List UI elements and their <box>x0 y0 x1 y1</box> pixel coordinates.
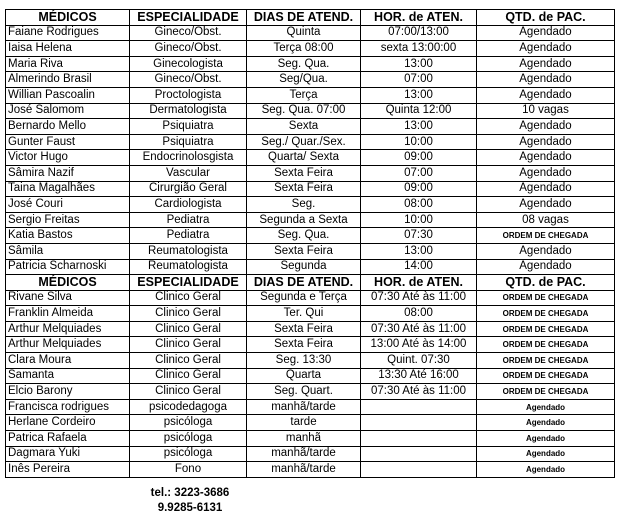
table-row <box>6 399 615 415</box>
specialty-cell: Clinico Geral <box>130 337 247 353</box>
days-cell: tarde <box>247 415 361 431</box>
specialty-cell: Cardiologista <box>130 197 247 213</box>
hours-cell: 07:30 Até às 11:00 <box>361 321 477 337</box>
days-cell: Sexta Feira <box>247 165 361 181</box>
days-cell: Sexta Feira <box>247 321 361 337</box>
days-cell: Quarta/ Sexta <box>247 150 361 166</box>
patients-cell: Agendado <box>477 150 615 166</box>
days-cell: manhã/tarde <box>247 462 361 478</box>
days-cell: Segunda e Terça <box>247 290 361 306</box>
patients-cell: Agendado <box>477 119 615 135</box>
table-row <box>6 290 615 306</box>
patients-cell: Agendado <box>477 446 615 462</box>
hours-cell: 07:30 Até às 11:00 <box>361 384 477 400</box>
hours-cell: 13:30 Até 16:00 <box>361 368 477 384</box>
days-cell: Sexta <box>247 119 361 135</box>
patients-cell: Agendado <box>477 431 615 447</box>
table-row <box>6 87 615 103</box>
patients-cell: Agendado <box>477 259 615 275</box>
patients-cell: Agendado <box>477 415 615 431</box>
doctor-cell: Willian Pascoalin <box>6 87 130 103</box>
days-cell: Seg/Qua. <box>247 72 361 88</box>
patients-cell: 08 vagas <box>477 212 615 228</box>
doctor-cell: Sergio Freitas <box>6 212 130 228</box>
hours-cell: 09:00 <box>361 150 477 166</box>
doctor-cell: Katia Bastos <box>6 228 130 244</box>
hours-cell: 13:00 <box>361 56 477 72</box>
hours-cell: 13:00 <box>361 243 477 259</box>
specialty-cell: Psiquiatra <box>130 134 247 150</box>
specialty-cell: Reumatologista <box>130 243 247 259</box>
table-row <box>6 415 615 431</box>
specialty-cell: Pediatra <box>130 212 247 228</box>
table-row <box>6 321 615 337</box>
specialty-cell: Gineco/Obst. <box>130 25 247 41</box>
specialty-cell: Clinico Geral <box>130 368 247 384</box>
table-row <box>6 243 615 259</box>
patients-cell: ORDEM DE CHEGADA <box>477 290 615 306</box>
doctor-cell: Almerindo Brasil <box>6 72 130 88</box>
specialty-cell: Clinico Geral <box>130 384 247 400</box>
days-cell: Quinta <box>247 25 361 41</box>
column-header-specialty: ESPECIALIDADE <box>130 10 247 26</box>
specialty-cell: Clinico Geral <box>130 353 247 369</box>
doctor-cell: Iaisa Helena <box>6 41 130 57</box>
patients-cell: Agendado <box>477 25 615 41</box>
patients-cell: Agendado <box>477 87 615 103</box>
column-header-hours: HOR. de ATEN. <box>361 10 477 26</box>
hours-cell: sexta 13:00:00 <box>361 41 477 57</box>
contact-phones <box>140 486 240 516</box>
specialty-cell: Endocrinolosgista <box>130 150 247 166</box>
doctor-cell: Gunter Faust <box>6 134 130 150</box>
patients-cell: Agendado <box>477 56 615 72</box>
specialty-cell: Reumatologista <box>130 259 247 275</box>
patients-cell: ORDEM DE CHEGADA <box>477 353 615 369</box>
hours-cell: 13:00 Até às 14:00 <box>361 337 477 353</box>
header-row-2 <box>6 275 615 291</box>
column-header-specialty: ESPECIALIDADE <box>130 275 247 291</box>
doctor-cell: Samanta <box>6 368 130 384</box>
doctor-cell: Elcio Barony <box>6 384 130 400</box>
doctor-cell: Arthur Melquiades <box>6 321 130 337</box>
patients-cell: Agendado <box>477 197 615 213</box>
doctor-cell: Patrica Rafaela <box>6 431 130 447</box>
table-row <box>6 197 615 213</box>
specialty-cell: Gineco/Obst. <box>130 72 247 88</box>
patients-cell: Agendado <box>477 243 615 259</box>
phone-mobile: 9.9285-6131 <box>157 502 223 514</box>
doctor-cell: Bernardo Mello <box>6 119 130 135</box>
table-row <box>6 337 615 353</box>
patients-cell: ORDEM DE CHEGADA <box>477 368 615 384</box>
days-cell: Ter. Qui <box>247 306 361 322</box>
hours-cell: 10:00 <box>361 134 477 150</box>
days-cell: Segunda <box>247 259 361 275</box>
specialty-cell: Vascular <box>130 165 247 181</box>
table-row <box>6 103 615 119</box>
specialty-cell: Proctologista <box>130 87 247 103</box>
table-row <box>6 165 615 181</box>
hours-cell: 08:00 <box>361 197 477 213</box>
specialty-cell: psicodedagoga <box>130 399 247 415</box>
patients-cell: ORDEM DE CHEGADA <box>477 306 615 322</box>
hours-cell: 08:00 <box>361 306 477 322</box>
specialty-cell: Dermatologista <box>130 103 247 119</box>
doctor-cell: Inês Pereira <box>6 462 130 478</box>
table-row <box>6 306 615 322</box>
specialty-cell: Cirurgião Geral <box>130 181 247 197</box>
schedule-table <box>5 9 615 478</box>
doctor-cell: Clara Moura <box>6 353 130 369</box>
doctor-cell: Franklin Almeida <box>6 306 130 322</box>
hours-cell <box>361 431 477 447</box>
table-row <box>6 212 615 228</box>
doctor-cell: Herlane Cordeiro <box>6 415 130 431</box>
table-row <box>6 368 615 384</box>
days-cell: manhã/tarde <box>247 399 361 415</box>
days-cell: Seg. Qua. 07:00 <box>247 103 361 119</box>
table-row <box>6 25 615 41</box>
days-cell: Seg./ Quar./Sex. <box>247 134 361 150</box>
hours-cell: 13:00 <box>361 87 477 103</box>
hours-cell: 07:00/13:00 <box>361 25 477 41</box>
hours-cell: 07:30 <box>361 228 477 244</box>
patients-cell: Agendado <box>477 134 615 150</box>
patients-cell: Agendado <box>477 165 615 181</box>
column-header-days: DIAS DE ATEND. <box>247 275 361 291</box>
specialty-cell: Clinico Geral <box>130 321 247 337</box>
specialty-cell: Pediatra <box>130 228 247 244</box>
days-cell: Seg. Quart. <box>247 384 361 400</box>
table-row <box>6 446 615 462</box>
specialty-cell: Psiquiatra <box>130 119 247 135</box>
doctor-cell: Rivane Silva <box>6 290 130 306</box>
hours-cell: Quinta 12:00 <box>361 103 477 119</box>
specialty-cell: psicóloga <box>130 415 247 431</box>
table-row <box>6 72 615 88</box>
days-cell: Seg. <box>247 197 361 213</box>
doctor-cell: Francisca rodrigues <box>6 399 130 415</box>
table-row <box>6 228 615 244</box>
days-cell: Sexta Feira <box>247 181 361 197</box>
doctor-cell: Arthur Melquiades <box>6 337 130 353</box>
days-cell: Segunda a Sexta <box>247 212 361 228</box>
patients-cell: ORDEM DE CHEGADA <box>477 337 615 353</box>
phone-landline: tel.: 3223-3686 <box>150 487 230 499</box>
table-row <box>6 259 615 275</box>
hours-cell <box>361 462 477 478</box>
table-row <box>6 134 615 150</box>
table-row <box>6 181 615 197</box>
specialty-cell: Clinico Geral <box>130 306 247 322</box>
patients-cell: Agendado <box>477 399 615 415</box>
column-header-hours: HOR. de ATEN. <box>361 275 477 291</box>
doctor-cell: Sâmira Nazif <box>6 165 130 181</box>
table-row <box>6 462 615 478</box>
doctor-cell: José Couri <box>6 197 130 213</box>
doctor-cell: Faiane Rodrigues <box>6 25 130 41</box>
specialty-cell: Clinico Geral <box>130 290 247 306</box>
hours-cell: 10:00 <box>361 212 477 228</box>
specialty-cell: psicóloga <box>130 431 247 447</box>
header-row-1 <box>6 10 615 26</box>
patients-cell: Agendado <box>477 462 615 478</box>
doctor-cell: Maria Riva <box>6 56 130 72</box>
specialty-cell: Gineco/Obst. <box>130 41 247 57</box>
hours-cell: 07:00 <box>361 165 477 181</box>
days-cell: Sexta Feira <box>247 337 361 353</box>
table-row <box>6 119 615 135</box>
table-row <box>6 56 615 72</box>
doctor-cell: Patricia Scharnoski <box>6 259 130 275</box>
days-cell: Seg. Qua. <box>247 228 361 244</box>
patients-cell: Agendado <box>477 41 615 57</box>
column-header-patients: QTD. de PAC. <box>477 10 615 26</box>
patients-cell: ORDEM DE CHEGADA <box>477 321 615 337</box>
days-cell: Quarta <box>247 368 361 384</box>
days-cell: Terça <box>247 87 361 103</box>
column-header-patients: QTD. de PAC. <box>477 275 615 291</box>
column-header-days: DIAS DE ATEND. <box>247 10 361 26</box>
hours-cell: 14:00 <box>361 259 477 275</box>
hours-cell: 09:00 <box>361 181 477 197</box>
table-row <box>6 353 615 369</box>
patients-cell: Agendado <box>477 72 615 88</box>
days-cell: Sexta Feira <box>247 243 361 259</box>
patients-cell: Agendado <box>477 181 615 197</box>
days-cell: manhã/tarde <box>247 446 361 462</box>
hours-cell: 13:00 <box>361 119 477 135</box>
table-row <box>6 41 615 57</box>
specialty-cell: Ginecologista <box>130 56 247 72</box>
doctor-cell: Taina Magalhães <box>6 181 130 197</box>
days-cell: Terça 08:00 <box>247 41 361 57</box>
doctor-cell: José Salomom <box>6 103 130 119</box>
doctor-cell: Sâmila <box>6 243 130 259</box>
table-row <box>6 384 615 400</box>
column-header-doctor: MÉDICOS <box>6 10 130 26</box>
table-row <box>6 150 615 166</box>
hours-cell <box>361 399 477 415</box>
days-cell: Seg. Qua. <box>247 56 361 72</box>
table-row <box>6 431 615 447</box>
hours-cell: 07:00 <box>361 72 477 88</box>
column-header-doctor: MÉDICOS <box>6 275 130 291</box>
specialty-cell: psicóloga <box>130 446 247 462</box>
hours-cell: 07:30 Até às 11:00 <box>361 290 477 306</box>
days-cell: manhã <box>247 431 361 447</box>
doctor-cell: Dagmara Yuki <box>6 446 130 462</box>
patients-cell: ORDEM DE CHEGADA <box>477 384 615 400</box>
patients-cell: 10 vagas <box>477 103 615 119</box>
days-cell: Seg. 13:30 <box>247 353 361 369</box>
hours-cell: Quint. 07:30 <box>361 353 477 369</box>
patients-cell: ORDEM DE CHEGADA <box>477 228 615 244</box>
hours-cell <box>361 415 477 431</box>
doctor-cell: Victor Hugo <box>6 150 130 166</box>
specialty-cell: Fono <box>130 462 247 478</box>
hours-cell <box>361 446 477 462</box>
